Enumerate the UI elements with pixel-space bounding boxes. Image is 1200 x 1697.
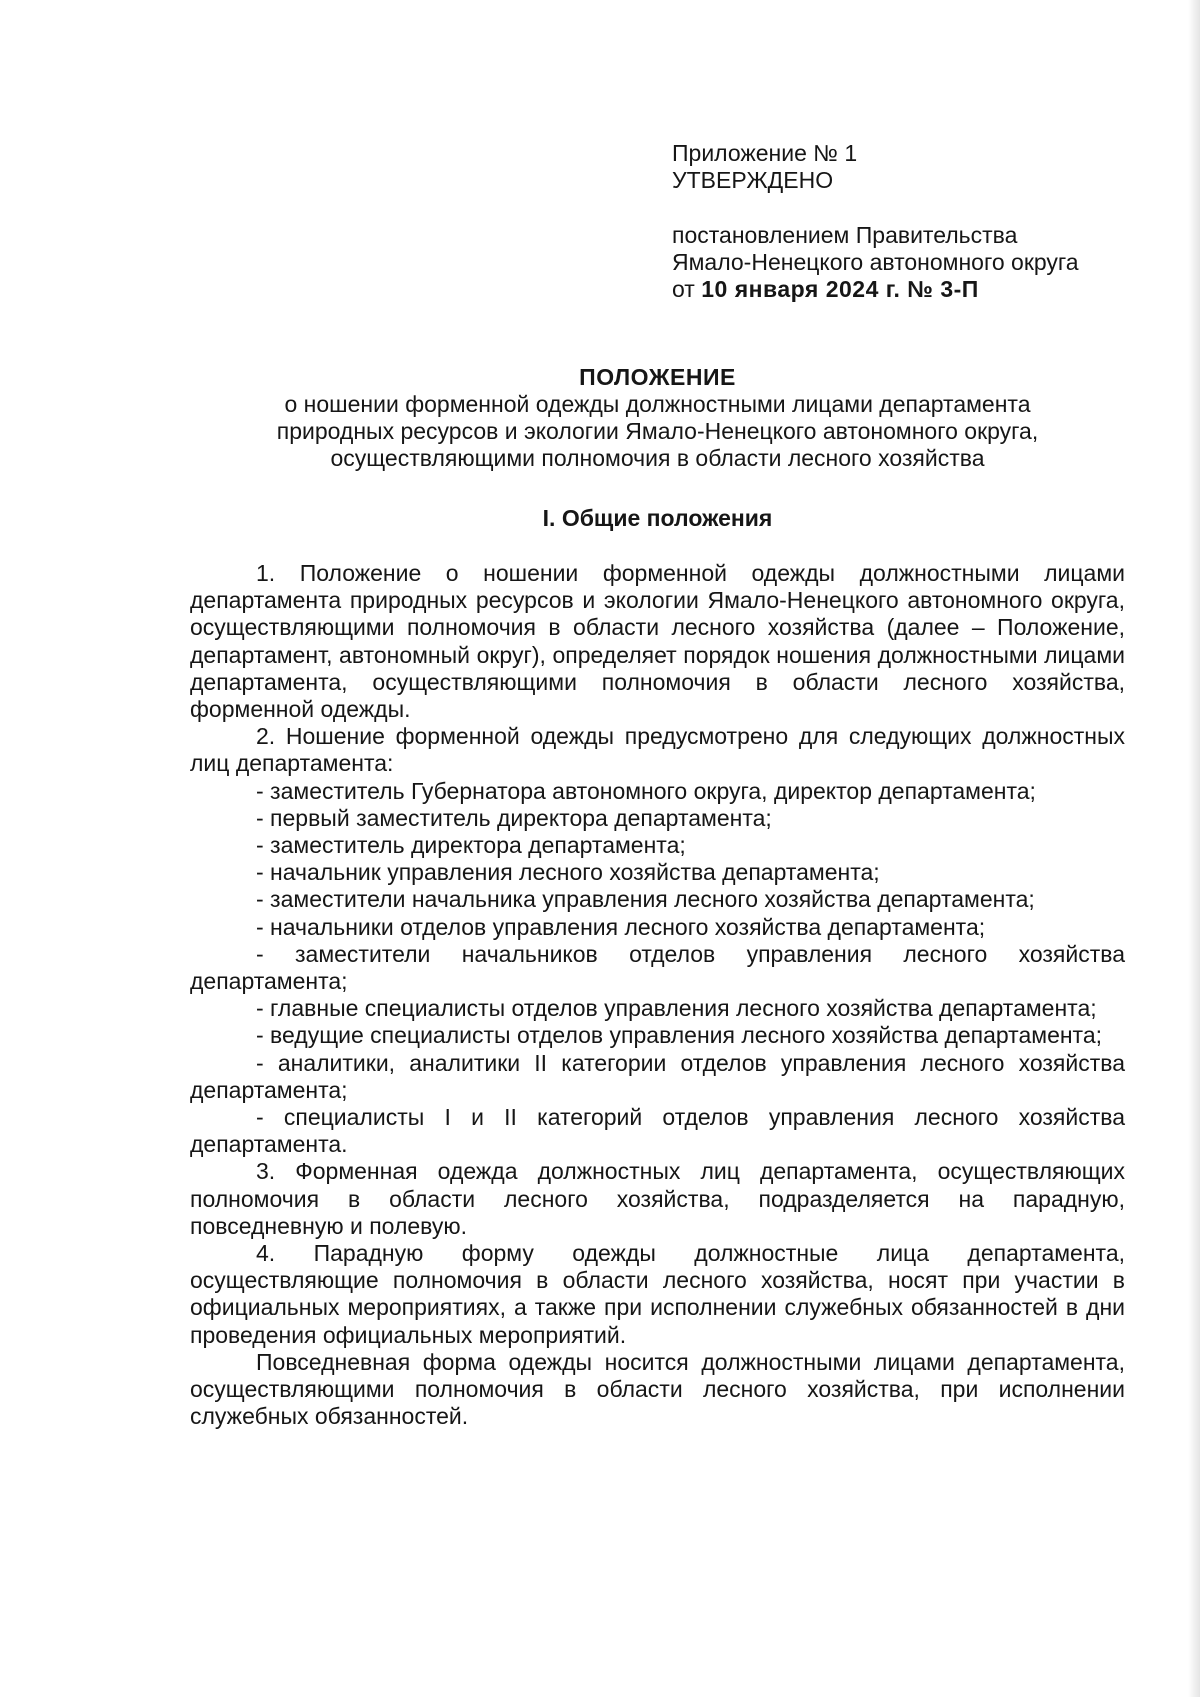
resolution-date-line — [672, 276, 1142, 303]
title-line: осуществляющими полномочия в области лесного хозяйства — [330, 445, 985, 471]
title-line: природных ресурсов и экологии Ямало-Ненецкого автономного округа, — [276, 418, 1039, 444]
resolution-line: постановлением Правительства — [672, 222, 1018, 248]
approval-spacer — [672, 194, 1142, 222]
position-list-item: - начальник управления лесного хозяйства департамента; — [256, 859, 880, 886]
position-list-item: - заместитель директора департамента; — [256, 832, 686, 859]
document-title — [190, 364, 1125, 472]
paragraph-3: 3. Форменная одежда должностных лиц департамента, осуществляющих полномочия в области лесного хозяйства, подразделяется на парадную, повседневную и полевую. — [190, 1158, 1125, 1239]
approved-label: УТВЕРЖДЕНО — [672, 167, 834, 193]
date-prefix: от — [672, 276, 695, 302]
paragraph-1: 1. Положение о ношении форменной одежды должностными лицами департамента природных ресурсов и экологии Ямало-Ненецкого автономного округа, осуществляющими полномочия в области лесного хозяйства (далее – Положение, департамент, автономный округ), определяет порядок ношения должностными лицами департамента, осуществляющими полномочия в области лесного хозяйства, форменной одежды. — [190, 560, 1125, 723]
position-list-item: - главные специалисты отделов управления лесного хозяйства департамента; — [256, 995, 1097, 1022]
position-list-item: - первый заместитель директора департамента; — [256, 804, 772, 831]
paragraph-2: 2. Ношение форменной одежды предусмотрено для следующих должностных лиц департамента: — [190, 723, 1125, 777]
paragraph-4: 4. Парадную форму одежды должностные лица департамента, осуществляющие полномочия в области лесного хозяйства, носят при участии в официальных мероприятиях, а также при исполнении служебных обязанностей в дни проведения официальных мероприятий. — [190, 1240, 1125, 1348]
position-list-item: - заместители начальников отделов управления лесного хозяйства департамента; — [190, 940, 1125, 995]
title-heading: ПОЛОЖЕНИЕ — [579, 364, 736, 390]
paragraph-5: Повседневная форма одежды носится должностными лицами департамента, осуществляющими полномочия в области лесного хозяйства, при исполнении служебных обязанностей. — [190, 1348, 1125, 1430]
position-list-item: - аналитики, аналитики II категории отделов управления лесного хозяйства департамента; — [190, 1049, 1125, 1103]
position-list-item: - заместители начальника управления лесного хозяйства департамента; — [256, 886, 1035, 913]
resolution-date: 10 января 2024 г. № 3-П — [701, 276, 979, 302]
appendix-number: Приложение № 1 — [672, 140, 858, 166]
position-list-item: - заместитель Губернатора автономного округа, директор департамента; — [256, 777, 1036, 804]
title-line: о ношении форменной одежды должностными лицами департамента — [284, 391, 1031, 417]
section-heading: I. Общие положения — [542, 505, 773, 531]
document-body — [190, 560, 1125, 1431]
position-list-item: - начальники отделов управления лесного хозяйства департамента; — [256, 913, 986, 940]
position-list-item: - ведущие специалисты отделов управления лесного хозяйства департамента; — [256, 1022, 1103, 1049]
government-name: Ямало-Ненецкого автономного округа — [672, 249, 1079, 275]
page-edge-shadow — [1188, 0, 1200, 1697]
position-list-item: - специалисты I и II категорий отделов управления лесного хозяйства департамента. — [190, 1104, 1125, 1158]
approval-block — [672, 140, 1142, 303]
